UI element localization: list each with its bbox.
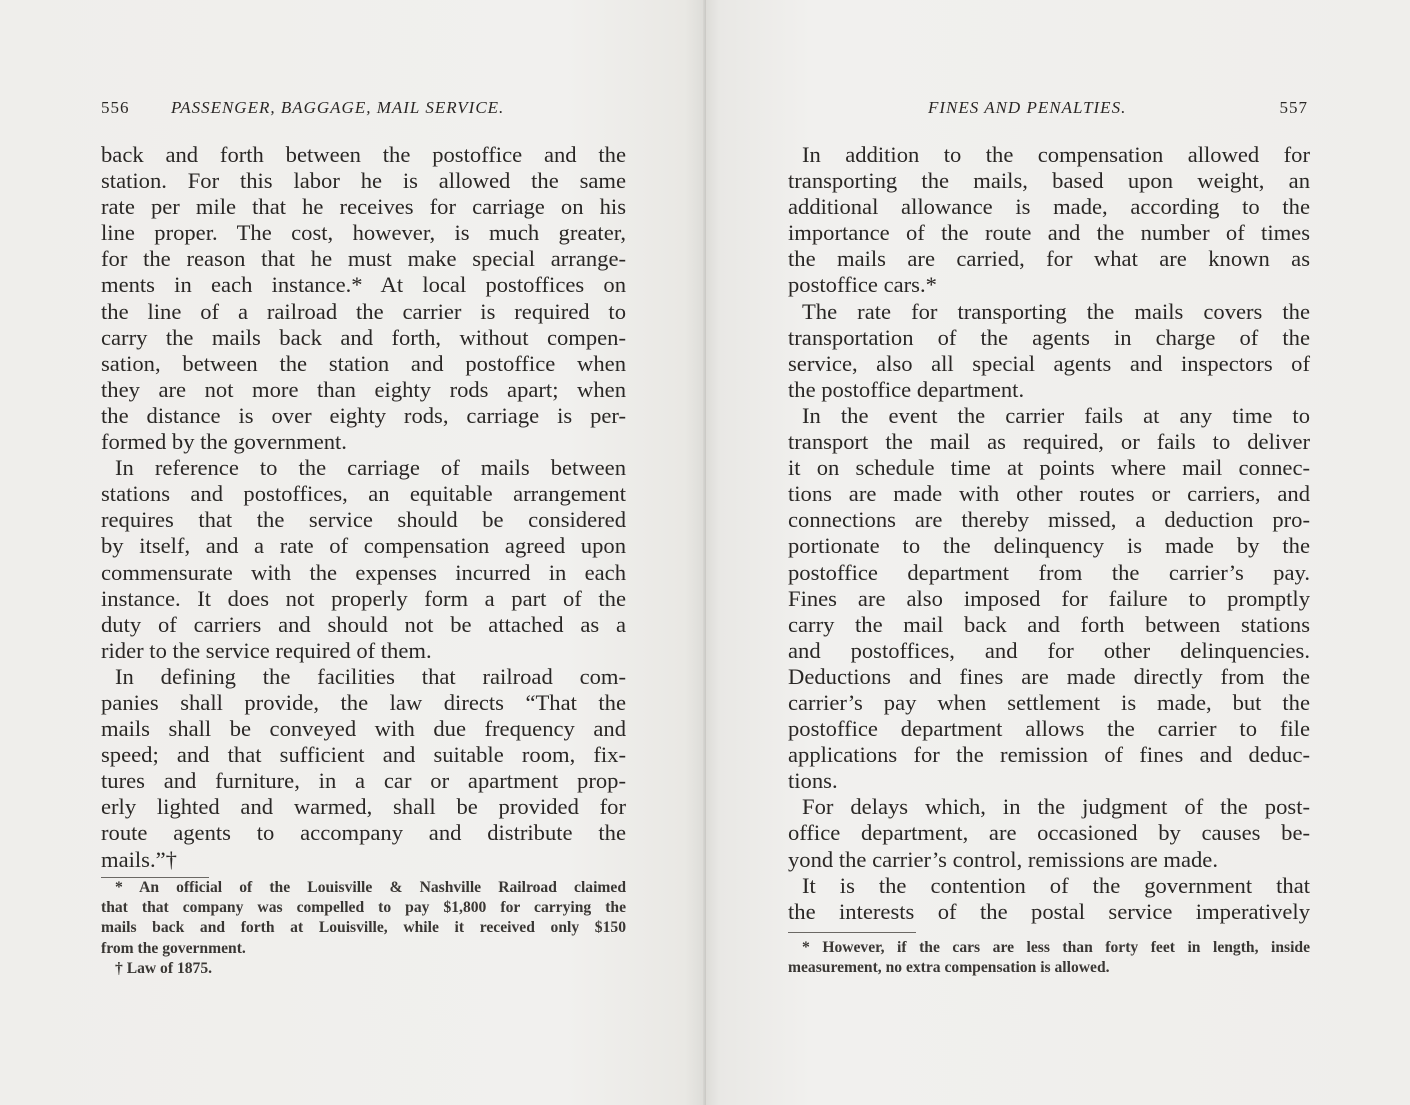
right-running-title: FINES AND PENALTIES. <box>928 98 1127 117</box>
text-line: erly lighted and warmed, shall be provided for <box>101 794 626 820</box>
text-line: transport the mail as required, or fails to deliver <box>788 429 1310 455</box>
text-line: mails.”† <box>101 846 177 872</box>
text-line: In reference to the carriage of mails between <box>115 455 626 481</box>
text-line: postoffice department allows the carrier to file <box>788 716 1310 742</box>
text-line: tures and furniture, in a car or apartment prop- <box>101 768 626 794</box>
text-line: applications for the remission of fines and deduc- <box>788 742 1310 768</box>
text-line: back and forth between the postoffice and the <box>101 142 626 167</box>
text-line: and postoffices, and for other delinquencies. <box>788 637 1310 663</box>
right-page-number: 557 <box>1279 98 1308 117</box>
text-line: transportation of the agents in charge of the <box>788 324 1310 350</box>
left-body-text <box>101 142 626 873</box>
text-line: formed by the government. <box>101 429 347 455</box>
footnote-line: mails back and forth at Louisville, while it received only $150 <box>101 919 626 937</box>
text-line: commensurate with the expenses incurred in each <box>101 559 626 585</box>
text-line: route agents to accompany and distribute the <box>101 820 626 846</box>
text-line: postoffice cars.* <box>788 272 937 298</box>
footnote-line: * However, if the cars are less than forty feet in length, inside <box>802 939 1310 956</box>
footnote-line: measurement, no extra compensation is allowed. <box>788 959 1110 977</box>
text-line: In addition to the compensation allowed for <box>802 142 1310 167</box>
text-line: for the reason that he must make special arrange- <box>101 246 626 272</box>
text-line: mails shall be conveyed with due frequency and <box>101 716 626 742</box>
text-line: tions. <box>788 768 838 794</box>
text-line: carry the mails back and forth, without compen- <box>101 324 626 350</box>
right-footnotes <box>788 938 1310 978</box>
text-line: station. For this labor he is allowed the same <box>101 168 626 194</box>
text-line: In defining the facilities that railroad com- <box>115 663 626 689</box>
footnote-line: * An official of the Louisville & Nashville Railroad claimed <box>115 879 626 896</box>
text-line: stations and postoffices, an equitable arrangement <box>101 481 626 507</box>
text-line: importance of the route and the number of times <box>788 220 1310 246</box>
footnote-divider <box>788 932 916 933</box>
text-line: the interests of the postal service imperatively <box>788 898 1310 924</box>
left-footnotes <box>101 878 626 979</box>
text-line: portionate to the delinquency is made by the <box>788 533 1310 559</box>
text-line: by itself, and a rate of compensation agreed upon <box>101 533 626 559</box>
text-line: the mails are carried, for what are known as <box>788 246 1310 272</box>
right-page <box>706 0 1410 1105</box>
text-line: panies shall provide, the law directs “That the <box>101 689 626 715</box>
text-line: transporting the mails, based upon weight, an <box>788 168 1310 194</box>
text-line: line proper. The cost, however, is much greater, <box>101 220 626 246</box>
text-line: The rate for transporting the mails covers the <box>802 298 1310 324</box>
left-page-number: 556 <box>101 98 130 117</box>
footnote-line: from the government. <box>101 939 246 957</box>
footnote-line: that that company was compelled to pay $1,800 for carrying the <box>101 899 626 917</box>
text-line: instance. It does not properly form a part of the <box>101 585 626 611</box>
text-line: connections are thereby missed, a deduction pro- <box>788 507 1310 533</box>
text-line: speed; and that sufficient and suitable room, fix- <box>101 742 626 768</box>
text-line: it on schedule time at points where mail connec- <box>788 455 1310 481</box>
text-line: It is the contention of the government that <box>802 872 1310 898</box>
text-line: In the event the carrier fails at any time to <box>802 402 1310 428</box>
text-line: the distance is over eighty rods, carriage is per- <box>101 402 626 428</box>
text-line: For delays which, in the judgment of the post- <box>802 794 1310 820</box>
text-line: they are not more than eighty rods apart; when <box>101 376 626 402</box>
text-line: carrier’s pay when settlement is made, but the <box>788 689 1310 715</box>
text-line: requires that the service should be considered <box>101 507 626 533</box>
text-line: duty of carriers and should not be attached as a <box>101 611 626 637</box>
right-body-text <box>788 142 1310 925</box>
text-line: office department, are occasioned by causes be- <box>788 820 1310 846</box>
text-line: rider to the service required of them. <box>101 637 432 663</box>
text-line: yond the carrier’s control, remissions are made. <box>788 846 1218 872</box>
text-line: Deductions and fines are made directly from the <box>788 663 1310 689</box>
text-line: sation, between the station and postoffice when <box>101 350 626 376</box>
footnote-line: † Law of 1875. <box>115 959 213 977</box>
text-line: rate per mile that he receives for carriage on his <box>101 194 626 220</box>
text-line: service, also all special agents and inspectors of <box>788 350 1310 376</box>
text-line: the postoffice department. <box>788 376 1025 402</box>
text-line: additional allowance is made, according to the <box>788 194 1310 220</box>
text-line: the line of a railroad the carrier is required to <box>101 298 626 324</box>
text-line: ments in each instance.* At local postoffices on <box>101 272 626 298</box>
text-line: postoffice department from the carrier’s pay. <box>788 559 1310 585</box>
text-line: carry the mail back and forth between stations <box>788 611 1310 637</box>
left-running-title: PASSENGER, BAGGAGE, MAIL SERVICE. <box>171 98 505 117</box>
text-line: Fines are also imposed for failure to promptly <box>788 585 1310 611</box>
text-line: tions are made with other routes or carriers, and <box>788 481 1310 507</box>
